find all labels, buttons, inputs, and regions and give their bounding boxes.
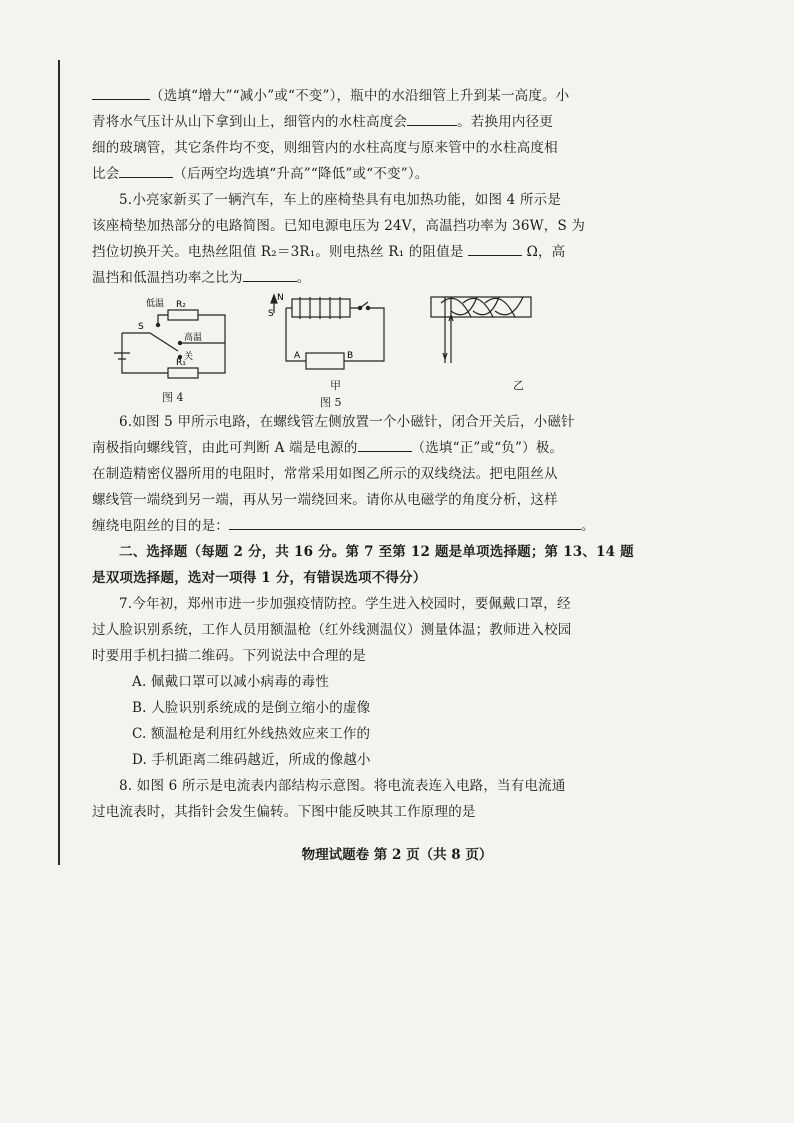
answer-blank[interactable] <box>243 267 297 282</box>
q6-line4: 螺线管一端绕到另一端，再从另一端绕回来。请你从电磁学的角度分析，这样 <box>92 492 558 508</box>
figure-5-jia-label: 甲 <box>330 379 341 392</box>
figures-row <box>92 293 707 409</box>
fig5-n-label: N <box>277 293 284 303</box>
q4-line3: 细的玻璃管，其它条件均不变，则细管内的水柱高度与原来管中的水柱高度相 <box>92 140 558 156</box>
answer-blank[interactable] <box>468 241 522 256</box>
binding-margin-line <box>58 60 60 865</box>
answer-blank[interactable] <box>229 515 581 530</box>
figure-5-jia <box>264 293 404 409</box>
page-footer: 物理试题卷 第 2 页（共 8 页） <box>301 847 493 863</box>
q6-line5: 缠绕电阻丝的目的是： 。 <box>92 513 707 539</box>
figure-5-yi-label: 乙 <box>513 379 524 392</box>
q5-line1: 5.小亮家新买了一辆汽车，车上的座椅垫具有电加热功能，如图 4 所示是 <box>119 192 562 208</box>
q7-line1: 7.今年初，郑州市进一步加强疫情防控。学生进入校园时，要佩戴口罩，经 <box>119 596 571 612</box>
fig5-s-label: S <box>268 309 274 319</box>
q7-option-a[interactable]: A. 佩戴口罩可以减小病毒的毒性 <box>132 674 330 690</box>
q5-line2: 该座椅垫加热部分的电路简图。已知电源电压为 24V，高温挡功率为 36W，S 为 <box>92 218 586 234</box>
q7-line2: 过人脸识别系统，工作人员用额温枪（红外线测温仪）测量体温；教师进入校园 <box>92 622 572 638</box>
fig4-high-temp-label: 高温 <box>184 333 203 343</box>
q7-option-d[interactable]: D. 手机距离二维码越近，所成的像越小 <box>132 752 371 768</box>
q8-line2: 过电流表时，其指针会发生偏转。下图中能反映其工作原理的是 <box>92 804 476 820</box>
fig4-low-temp-label: 低温 <box>146 299 165 309</box>
fig5-b-label: B <box>347 351 354 361</box>
fig4-off-label: 关 <box>184 352 194 362</box>
figure-5-jia-svg <box>264 293 404 388</box>
q6-line3: 在制造精密仪器所用的电阻时，常常采用如图乙所示的双线绕法。把电阻丝从 <box>92 466 558 482</box>
q7-line3: 时要用手机扫描二维码。下列说法中合理的是 <box>92 648 366 664</box>
fig4-r1-label: R₁ <box>176 358 186 368</box>
figure-5-yi-svg <box>427 293 557 388</box>
q5-line4: 温挡和低温挡功率之比为 。 <box>92 265 707 291</box>
exam-page <box>92 83 707 825</box>
answer-blank[interactable] <box>407 111 457 126</box>
figure-4-circuit <box>110 293 240 404</box>
figure-4-svg <box>110 293 240 388</box>
figure-4-caption: 图 4 <box>162 391 184 404</box>
section-2-heading: 二、选择题（每题 2 分，共 16 分。第 7 至第 12 题是单项选择题；第 13、14 题 <box>119 544 634 560</box>
answer-blank[interactable] <box>119 163 173 178</box>
section-2-instructions: 是双项选择题，选对一项得 1 分，有错误选项不得分） <box>92 570 427 586</box>
fig4-s-label: S <box>138 322 144 332</box>
q4-line1: （选填“增大”“减小”或“不变”），瓶中的水沿细管上升到某一高度。小 <box>92 83 707 109</box>
q6-line1: 6.如图 5 甲所示电路，在螺线管左侧放置一个小磁针，闭合开关后，小磁针 <box>119 414 575 430</box>
figure-5-caption: 图 5 <box>320 396 342 409</box>
figure-5-yi <box>427 293 557 392</box>
answer-blank[interactable] <box>358 437 412 452</box>
q5-line3: 挡位切换开关。电热丝阻值 R₂＝3R₁。则电热丝 R₁ 的阻值是 Ω，高 <box>92 239 707 265</box>
q4-line2: 青将水气压计从山下拿到山上，细管内的水柱高度会 。若换用内径更 <box>92 109 707 135</box>
q6-line2: 南极指向螺线管，由此可判断 A 端是电源的 （选填“正”或“负”）极。 <box>92 435 707 461</box>
answer-blank[interactable] <box>92 85 150 100</box>
fig5-a-label: A <box>294 351 301 361</box>
q7-option-c[interactable]: C. 额温枪是利用红外线热效应来工作的 <box>132 726 371 742</box>
q8-line1: 8. 如图 6 所示是电流表内部结构示意图。将电流表连入电路，当有电流通 <box>119 778 566 794</box>
q4-line4: 比会 （后两空均选填“升高”“降低”或“不变”）。 <box>92 161 707 187</box>
q7-option-b[interactable]: B. 人脸识别系统成的是倒立缩小的虚像 <box>132 700 371 716</box>
fig4-r2-label: R₂ <box>176 300 186 310</box>
